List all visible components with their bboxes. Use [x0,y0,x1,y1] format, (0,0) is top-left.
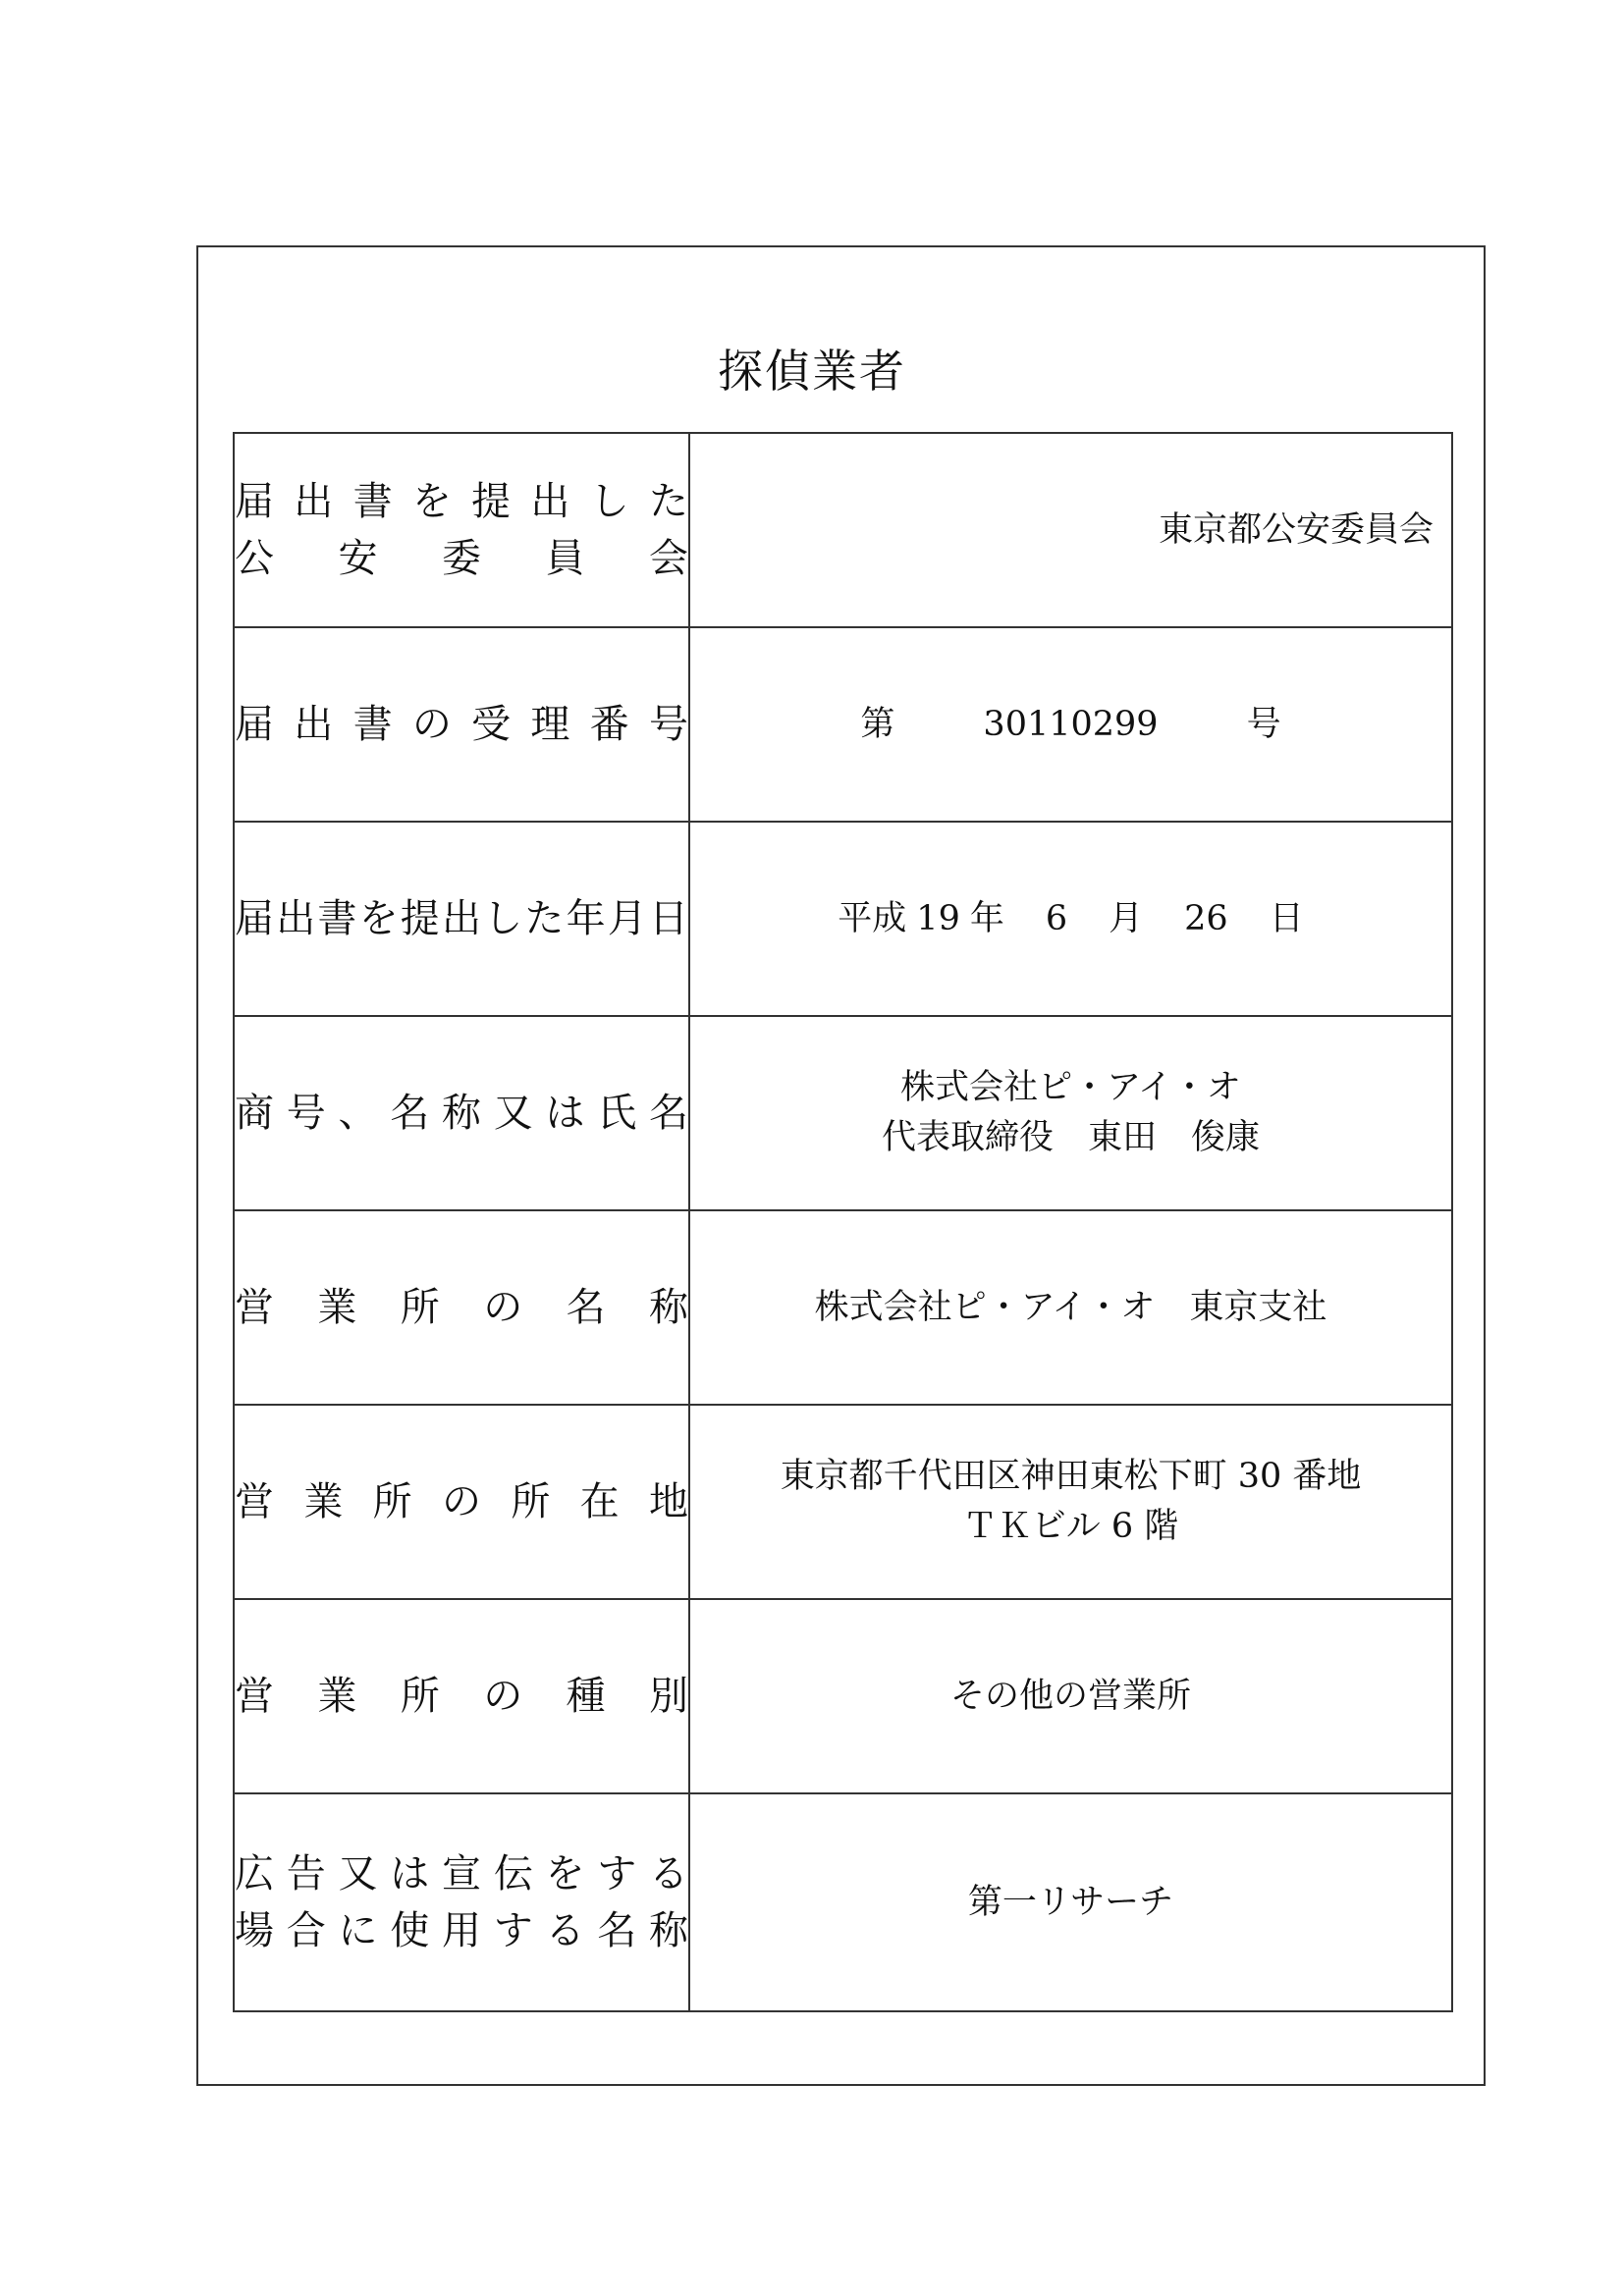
value-line: 第一リサーチ [967,1882,1174,1922]
field-label [234,1793,689,2011]
office-name-value [689,1210,1452,1405]
advertising-name-value [689,1793,1452,2011]
field-label [234,1405,689,1599]
date-month: 6 [1045,898,1068,938]
label-line: 営業所の名称 [235,1285,688,1330]
value-line: その他の営業所 [949,1676,1191,1716]
table-row [234,1793,1452,2011]
field-label [234,1599,689,1793]
value-line: ＴＫビル 6 階 [962,1507,1179,1546]
notice-table [233,432,1453,2012]
table-row [234,1405,1452,1599]
label-line: 届出書の受理番号 [235,702,688,747]
table-row [234,433,1452,627]
label-line: 商号、名称又は氏名 [235,1091,688,1136]
office-address-value [689,1405,1452,1599]
field-label [234,1016,689,1210]
table-row [234,627,1452,822]
date-day: 26 [1184,898,1228,938]
label-line: 広告又は宣伝をする [235,1851,688,1896]
submission-date-value [689,822,1452,1016]
field-label [234,627,689,822]
date-era: 平成 [838,898,907,938]
field-label [234,1210,689,1405]
label-line: 公 安 委 員 会 [235,536,688,581]
table-row [234,822,1452,1016]
value-line: 東京都公安委員会 [1158,509,1434,550]
commission-value [689,433,1452,627]
label-line: 届出書を提出した年月日 [235,896,688,941]
field-label [234,433,689,627]
office-type-value [689,1599,1452,1793]
label-line: 場合に使用する名称 [235,1908,688,1953]
label-line: 届出書を提出した [235,479,688,524]
value-line: 東京都千代田区神田東松下町 30 番地 [780,1457,1362,1497]
value-line: 株式会社ピ・アイ・オ [900,1068,1241,1108]
table-row [234,1016,1452,1210]
date-month-unit: 月 [1109,898,1144,938]
receipt-suffix: 号 [1246,704,1281,744]
date-day-unit: 日 [1269,898,1304,938]
label-line: 営業所の所在地 [235,1479,688,1524]
value-line: 株式会社ピ・アイ・オ 東京支社 [814,1287,1327,1327]
label-line: 営業所の種別 [235,1674,688,1719]
receipt-number: 30110299 [983,704,1159,744]
document-title: 探偵業者 [718,345,906,398]
table-row [234,1210,1452,1405]
field-label [234,822,689,1016]
value-line: 代表取締役 東田 俊康 [881,1118,1260,1157]
company-name-value [689,1016,1452,1210]
receipt-prefix: 第 [860,704,895,744]
date-year: 19 [916,898,960,938]
date-year-unit: 年 [969,898,1004,938]
receipt-number-value [689,627,1452,822]
table-row [234,1599,1452,1793]
